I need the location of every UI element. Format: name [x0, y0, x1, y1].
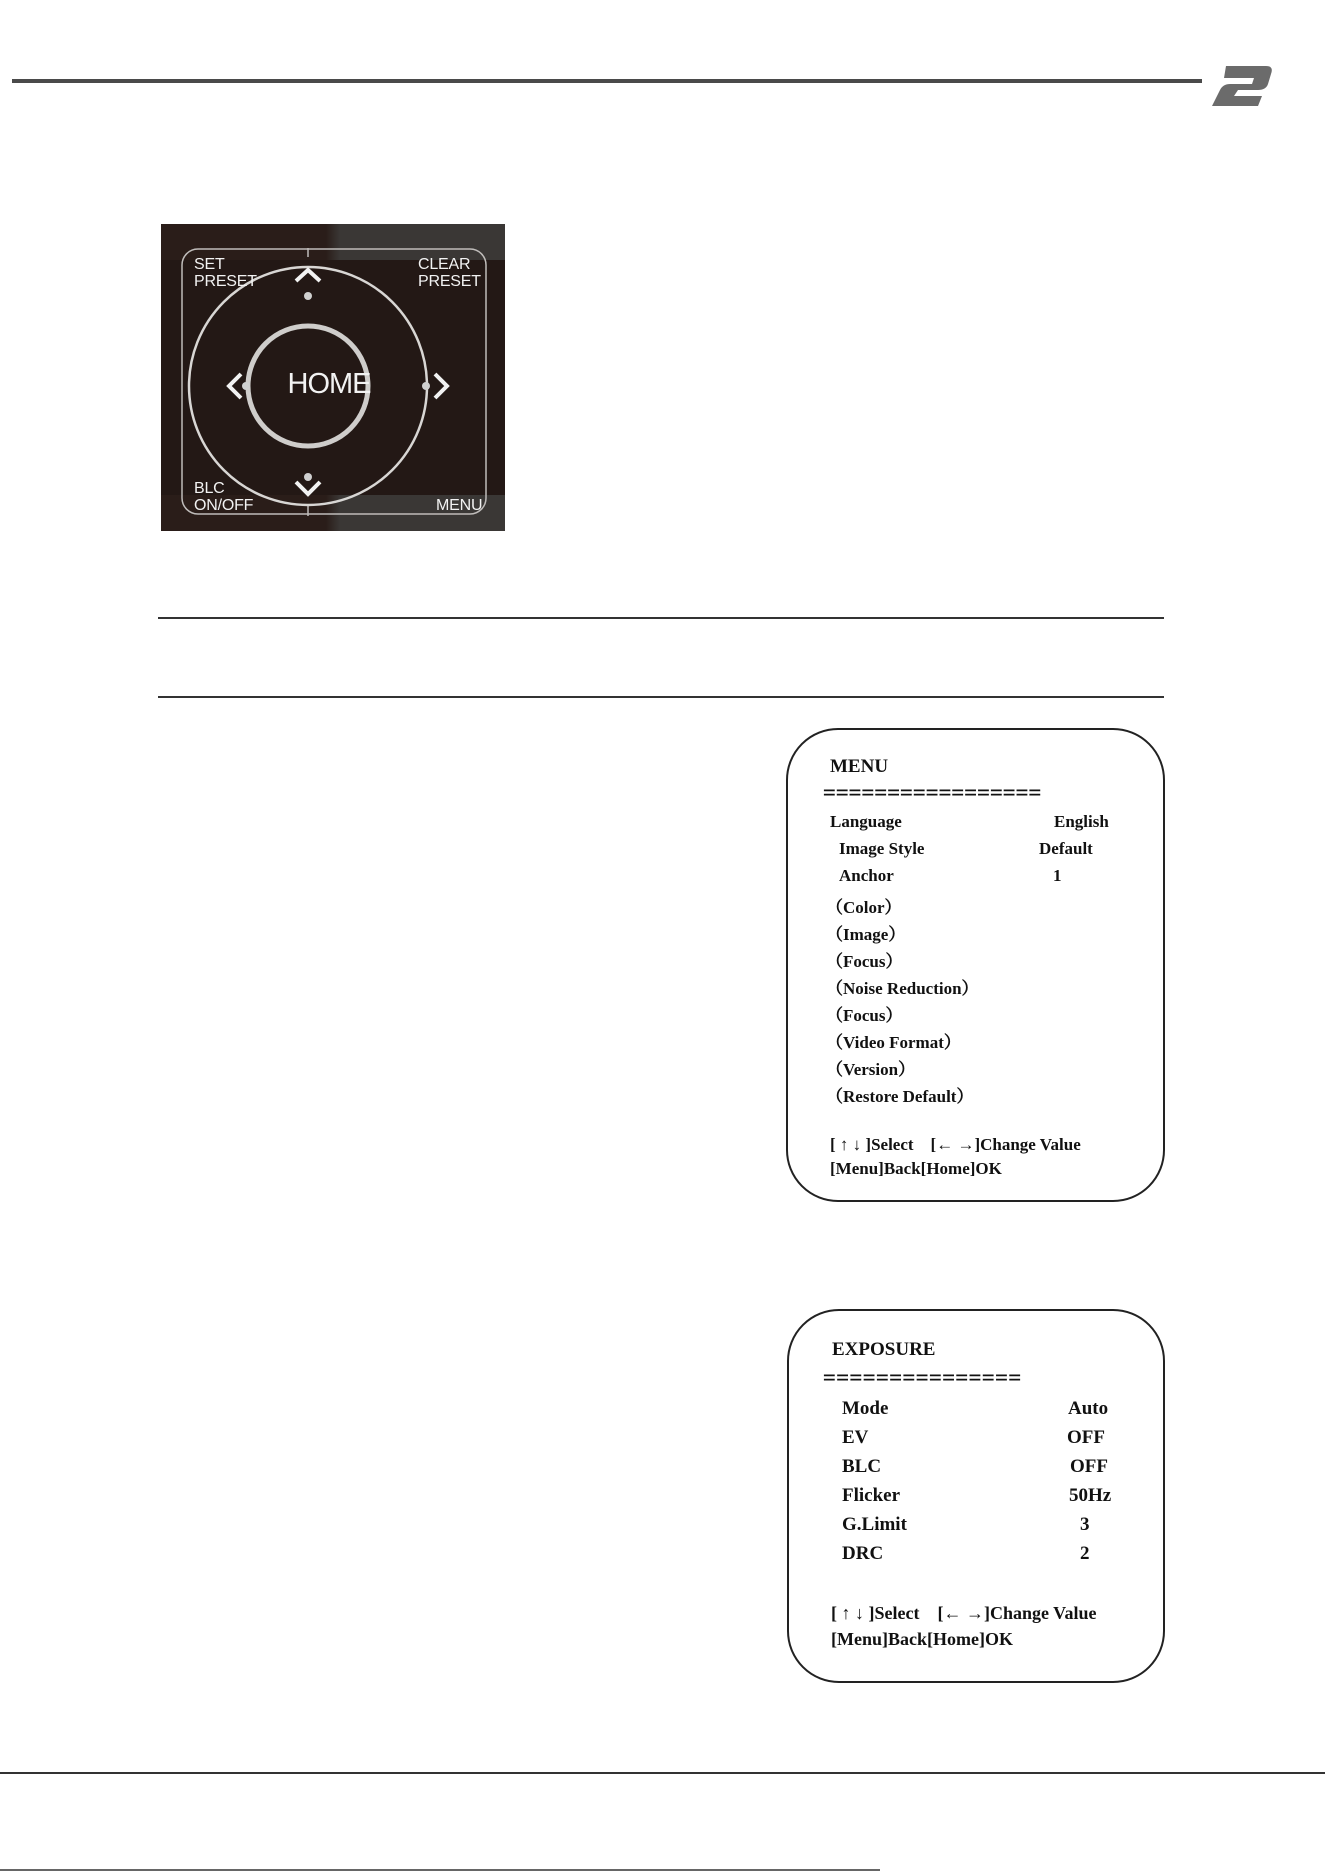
footer-rule-bottom — [0, 1869, 880, 1871]
exposure-osd-help-line1: [ ↑ ↓ ]Select [← →]Change Value — [831, 1603, 1097, 1623]
menu-item-value: 1 — [1053, 866, 1062, 885]
exposure-osd-separator: =============== — [823, 1365, 1022, 1389]
exposure-item-value: OFF — [1067, 1427, 1105, 1448]
remote-control-image — [161, 224, 505, 531]
menu-osd-separator: ================= — [823, 780, 1042, 804]
menu-item-label: （Video Format） — [826, 1033, 961, 1052]
exposure-item-value: 3 — [1080, 1514, 1090, 1535]
menu-item-label: （Focus） — [826, 1006, 903, 1025]
exposure-item-label: BLC — [842, 1456, 882, 1477]
menu-item-label: （Focus） — [826, 952, 903, 971]
menu-osd-help-line1: [ ↑ ↓ ]Select [← →]Change Value — [830, 1135, 1081, 1154]
menu-osd-help-line2: [Menu]Back[Home]OK — [830, 1159, 1002, 1178]
exposure-item-label: Mode — [842, 1398, 889, 1419]
menu-osd-title: MENU — [830, 756, 889, 777]
section-rule-bottom — [158, 696, 1164, 698]
exposure-item-value: 50Hz — [1069, 1485, 1112, 1506]
clear-preset-label: CLEAR PRESET — [418, 256, 481, 290]
exposure-osd-help-line2: [Menu]Back[Home]OK — [831, 1629, 1013, 1649]
exposure-item-label: EV — [842, 1427, 869, 1448]
brand-logo-icon — [1208, 62, 1276, 110]
home-button-label: HOME — [287, 368, 371, 400]
menu-item-label: Image Style — [839, 839, 925, 858]
exposure-item-label: DRC — [842, 1543, 884, 1564]
exposure-osd-title: EXPOSURE — [832, 1339, 936, 1360]
menu-label: MENU — [436, 497, 483, 514]
menu-item-label: （Noise Reduction） — [826, 979, 979, 998]
menu-osd-panel — [786, 728, 1165, 1202]
exposure-osd-panel — [787, 1309, 1165, 1683]
section-rule-top — [158, 617, 1164, 619]
menu-item-label: （Image） — [826, 925, 906, 944]
menu-item-label: Anchor — [839, 866, 894, 885]
exposure-item-value: OFF — [1070, 1456, 1108, 1477]
blc-label: BLC ON/OFF — [194, 480, 254, 514]
menu-item-label: （Restore Default） — [826, 1087, 974, 1106]
exposure-item-label: G.Limit — [842, 1514, 907, 1535]
exposure-item-value: Auto — [1068, 1398, 1109, 1419]
header-rule — [12, 79, 1202, 83]
exposure-item-value: 2 — [1080, 1543, 1090, 1564]
menu-item-value: English — [1054, 812, 1109, 831]
menu-item-label: Language — [830, 812, 902, 831]
menu-item-label: （Color） — [826, 898, 902, 917]
footer-rule — [0, 1772, 1325, 1774]
set-preset-label: SET PRESET — [194, 256, 257, 290]
menu-item-label: （Version） — [826, 1060, 916, 1079]
exposure-item-label: Flicker — [842, 1485, 901, 1506]
menu-item-value: Default — [1039, 839, 1093, 858]
